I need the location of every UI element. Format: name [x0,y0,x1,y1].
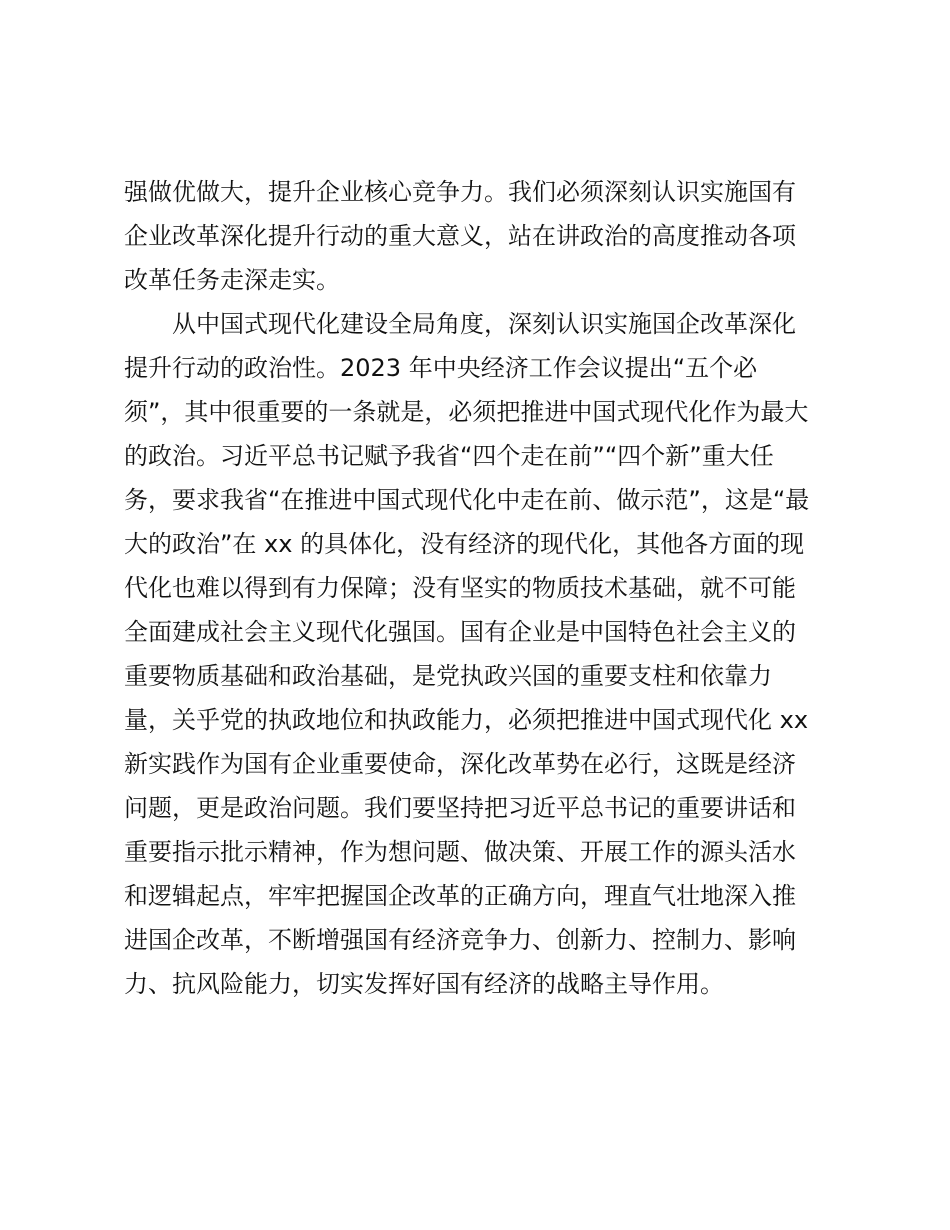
text-line: 新实践作为国有企业重要使命，深化改革势在必行，这既是经济 [124,750,796,778]
paragraph-first-line: 从中国式现代化建设全局角度，深刻认识实施国企改革深化 [172,310,796,338]
text-line: 须”，其中很重要的一条就是，必须把推进中国式现代化作为最大 [124,398,809,426]
text-line: 重要指示批示精神，作为想问题、做决策、开展工作的源头活水 [124,838,796,866]
text-line: 和逻辑起点，牢牢把握国企改革的正确方向，理直气壮地深入推 [124,882,796,910]
text-line: 改革任务走深走实。 [124,266,340,294]
text-line: 务，要求我省“在推进中国式现代化中走在前、做示范”，这是“最 [124,486,810,514]
text-line: 的政治。习近平总书记赋予我省“四个走在前”“四个新”重大任 [124,442,774,470]
text-line: 进国企改革，不断增强国有经济竞争力、创新力、控制力、影响 [124,926,796,954]
text-line: 强做优做大，提升企业核心竞争力。我们必须深刻认识实施国有 [124,178,796,206]
text-line: 代化也难以得到有力保障；没有坚实的物质技术基础，就不可能 [124,574,796,602]
text-line: 大的政治”在 xx 的具体化，没有经济的现代化，其他各方面的现 [124,530,805,558]
text-line: 全面建成社会主义现代化强国。国有企业是中国特色社会主义的 [124,618,796,646]
text-line: 企业改革深化提升行动的重大意义，站在讲政治的高度推动各项 [124,222,796,250]
text-line: 问题，更是政治问题。我们要坚持把习近平总书记的重要讲话和 [124,794,796,822]
body-text [124,170,834,1006]
text-line: 量，关乎党的执政地位和执政能力，必须把推进中国式现代化 xx [124,706,809,734]
text-line: 重要物质基础和政治基础，是党执政兴国的重要支柱和依靠力 [124,662,772,690]
text-line: 提升行动的政治性。2023 年中央经济工作会议提出“五个必 [124,354,758,382]
text-line: 力、抗风险能力，切实发挥好国有经济的战略主导作用。 [124,970,724,998]
